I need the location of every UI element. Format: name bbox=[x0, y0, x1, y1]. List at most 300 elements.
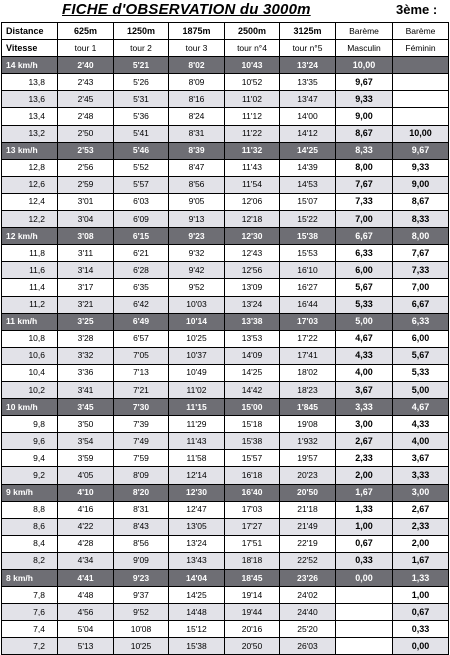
time-cell: 4'41 bbox=[58, 570, 114, 587]
time-cell: 5'04 bbox=[58, 621, 114, 638]
speed-row bbox=[2, 621, 449, 638]
masculin-score-cell: 6,33 bbox=[336, 245, 393, 262]
vitesse-cell: 13,2 bbox=[2, 125, 58, 142]
time-cell: 16'18 bbox=[225, 467, 280, 484]
masculin-score-cell: 9,67 bbox=[336, 74, 393, 91]
time-cell: 8'31 bbox=[169, 125, 225, 142]
time-cell: 10'14 bbox=[169, 313, 225, 330]
time-cell: 18'02 bbox=[280, 364, 336, 381]
time-cell: 11'02 bbox=[169, 381, 225, 398]
time-cell: 8'56 bbox=[169, 176, 225, 193]
vitesse-cell: 11,6 bbox=[2, 262, 58, 279]
time-cell: 20'50 bbox=[225, 638, 280, 655]
masculin-score-cell: 5,67 bbox=[336, 279, 393, 296]
time-cell: 15'53 bbox=[280, 245, 336, 262]
feminin-score-cell: 9,00 bbox=[393, 176, 449, 193]
time-cell: 12'06 bbox=[225, 193, 280, 210]
distance-header-cell: 625m bbox=[58, 23, 114, 40]
masculin-score-cell: 8,33 bbox=[336, 142, 393, 159]
time-cell: 3'41 bbox=[58, 381, 114, 398]
feminin-score-cell: 6,33 bbox=[393, 313, 449, 330]
time-cell: 5'41 bbox=[114, 125, 169, 142]
feminin-score-cell: 10,00 bbox=[393, 125, 449, 142]
time-cell: 5'31 bbox=[114, 91, 169, 108]
bareme-header-masculin: Barème bbox=[336, 23, 393, 40]
time-cell: 4'16 bbox=[58, 501, 114, 518]
time-cell: 15'38 bbox=[280, 228, 336, 245]
feminin-score-cell: 0,33 bbox=[393, 621, 449, 638]
time-cell: 20'50 bbox=[280, 484, 336, 501]
vitesse-cell: 12,8 bbox=[2, 159, 58, 176]
time-cell: 14'48 bbox=[169, 604, 225, 621]
feminin-score-cell: 1,00 bbox=[393, 587, 449, 604]
time-cell: 3'01 bbox=[58, 193, 114, 210]
time-cell: 3'59 bbox=[58, 450, 114, 467]
vitesse-cell: 9 km/h bbox=[2, 484, 58, 501]
speed-row bbox=[2, 467, 449, 484]
vitesse-cell: 7,4 bbox=[2, 621, 58, 638]
time-cell: 3'50 bbox=[58, 416, 114, 433]
time-cell: 16'44 bbox=[280, 296, 336, 313]
vitesse-cell: 11,2 bbox=[2, 296, 58, 313]
time-cell: 9'13 bbox=[169, 211, 225, 228]
masculin-score-cell: 1,00 bbox=[336, 518, 393, 535]
feminin-score-cell: 4,67 bbox=[393, 399, 449, 416]
time-cell: 21'49 bbox=[280, 518, 336, 535]
time-cell: 7'05 bbox=[114, 347, 169, 364]
feminin-score-cell: 5,00 bbox=[393, 381, 449, 398]
time-cell: 7'30 bbox=[114, 399, 169, 416]
time-cell: 17'03 bbox=[280, 313, 336, 330]
feminin-score-cell: 6,00 bbox=[393, 330, 449, 347]
time-cell: 3'45 bbox=[58, 399, 114, 416]
masculin-score-cell: 6,67 bbox=[336, 228, 393, 245]
feminin-score-cell: 0,00 bbox=[393, 638, 449, 655]
time-cell: 3'14 bbox=[58, 262, 114, 279]
time-cell: 6'42 bbox=[114, 296, 169, 313]
time-cell: 3'08 bbox=[58, 228, 114, 245]
feminin-score-cell: 2,67 bbox=[393, 501, 449, 518]
speed-row bbox=[2, 296, 449, 313]
time-cell: 9'09 bbox=[114, 552, 169, 569]
time-cell: 6'21 bbox=[114, 245, 169, 262]
time-cell: 8'20 bbox=[114, 484, 169, 501]
time-cell: 14'12 bbox=[280, 125, 336, 142]
time-cell: 13'24 bbox=[280, 57, 336, 74]
time-cell: 4'22 bbox=[58, 518, 114, 535]
time-cell: 10'37 bbox=[169, 347, 225, 364]
speed-row bbox=[2, 450, 449, 467]
time-cell: 6'09 bbox=[114, 211, 169, 228]
time-cell: 8'47 bbox=[169, 159, 225, 176]
time-cell: 24'40 bbox=[280, 604, 336, 621]
vitesse-cell: 10,8 bbox=[2, 330, 58, 347]
masculin-score-cell: 4,00 bbox=[336, 364, 393, 381]
speed-band-row bbox=[2, 142, 449, 159]
distance-header-cell: 1875m bbox=[169, 23, 225, 40]
time-cell: 11'29 bbox=[169, 416, 225, 433]
time-cell: 3'11 bbox=[58, 245, 114, 262]
time-cell: 10'08 bbox=[114, 621, 169, 638]
time-cell: 5'46 bbox=[114, 142, 169, 159]
speed-band-row bbox=[2, 228, 449, 245]
time-cell: 23'26 bbox=[280, 570, 336, 587]
speed-row bbox=[2, 552, 449, 569]
masculin-score-cell: 3,67 bbox=[336, 381, 393, 398]
time-cell: 12'43 bbox=[225, 245, 280, 262]
time-cell: 5'26 bbox=[114, 74, 169, 91]
time-cell: 9'37 bbox=[114, 587, 169, 604]
time-cell: 17'41 bbox=[280, 347, 336, 364]
time-cell: 11'43 bbox=[225, 159, 280, 176]
time-cell: 7'59 bbox=[114, 450, 169, 467]
time-cell: 15'38 bbox=[169, 638, 225, 655]
speed-band-row bbox=[2, 570, 449, 587]
time-cell: 13'09 bbox=[225, 279, 280, 296]
speed-row bbox=[2, 330, 449, 347]
feminin-score-cell: 4,00 bbox=[393, 433, 449, 450]
time-cell: 3'04 bbox=[58, 211, 114, 228]
tour-header-cell: tour 1 bbox=[58, 40, 114, 57]
time-cell: 17'22 bbox=[280, 330, 336, 347]
tour-header-row bbox=[2, 40, 449, 57]
time-cell: 2'50 bbox=[58, 125, 114, 142]
time-cell: 7'39 bbox=[114, 416, 169, 433]
vitesse-cell: 11,4 bbox=[2, 279, 58, 296]
time-cell: 22'19 bbox=[280, 535, 336, 552]
time-cell: 1'932 bbox=[280, 433, 336, 450]
feminin-score-cell: 8,67 bbox=[393, 193, 449, 210]
vitesse-cell: 12,4 bbox=[2, 193, 58, 210]
time-cell: 26'03 bbox=[280, 638, 336, 655]
time-cell: 3'17 bbox=[58, 279, 114, 296]
vitesse-cell: 8 km/h bbox=[2, 570, 58, 587]
time-cell: 3'36 bbox=[58, 364, 114, 381]
time-cell: 13'47 bbox=[280, 91, 336, 108]
time-cell: 15'07 bbox=[280, 193, 336, 210]
vitesse-cell: 11,8 bbox=[2, 245, 58, 262]
time-cell: 17'03 bbox=[225, 501, 280, 518]
time-cell: 4'10 bbox=[58, 484, 114, 501]
speed-row bbox=[2, 193, 449, 210]
time-cell: 12'18 bbox=[225, 211, 280, 228]
time-cell: 12'47 bbox=[169, 501, 225, 518]
vitesse-cell: 7,6 bbox=[2, 604, 58, 621]
speed-row bbox=[2, 381, 449, 398]
time-cell: 8'31 bbox=[114, 501, 169, 518]
time-cell: 6'03 bbox=[114, 193, 169, 210]
feminin-score-cell: 5,33 bbox=[393, 364, 449, 381]
time-cell: 3'21 bbox=[58, 296, 114, 313]
time-cell: 19'14 bbox=[225, 587, 280, 604]
time-cell: 14'42 bbox=[225, 381, 280, 398]
time-cell: 5'13 bbox=[58, 638, 114, 655]
time-cell: 2'43 bbox=[58, 74, 114, 91]
time-cell: 10'49 bbox=[169, 364, 225, 381]
distance-header-cell: 2500m bbox=[225, 23, 280, 40]
time-cell: 13'38 bbox=[225, 313, 280, 330]
time-cell: 16'27 bbox=[280, 279, 336, 296]
masculin-score-cell: 3,33 bbox=[336, 399, 393, 416]
feminin-score-cell bbox=[393, 74, 449, 91]
vitesse-cell: 14 km/h bbox=[2, 57, 58, 74]
time-cell: 5'52 bbox=[114, 159, 169, 176]
time-cell: 20'23 bbox=[280, 467, 336, 484]
vitesse-cell: 8,8 bbox=[2, 501, 58, 518]
feminin-score-cell: 7,67 bbox=[393, 245, 449, 262]
time-cell: 2'53 bbox=[58, 142, 114, 159]
vitesse-header-label: Vitesse bbox=[2, 40, 58, 57]
time-cell: 14'25 bbox=[225, 364, 280, 381]
time-cell: 15'00 bbox=[225, 399, 280, 416]
vitesse-cell: 12,2 bbox=[2, 211, 58, 228]
distance-header-cell: 1250m bbox=[114, 23, 169, 40]
vitesse-cell: 8,2 bbox=[2, 552, 58, 569]
feminin-score-cell: 2,33 bbox=[393, 518, 449, 535]
time-cell: 16'10 bbox=[280, 262, 336, 279]
time-cell: 15'18 bbox=[225, 416, 280, 433]
time-cell: 8'02 bbox=[169, 57, 225, 74]
grade-label: 3ème : bbox=[396, 2, 438, 17]
time-cell: 14'00 bbox=[280, 108, 336, 125]
time-cell: 13'24 bbox=[169, 535, 225, 552]
time-cell: 12'30 bbox=[225, 228, 280, 245]
masculin-score-cell bbox=[336, 638, 393, 655]
time-cell: 8'56 bbox=[114, 535, 169, 552]
time-cell: 19'57 bbox=[280, 450, 336, 467]
time-cell: 2'59 bbox=[58, 176, 114, 193]
time-cell: 6'35 bbox=[114, 279, 169, 296]
time-cell: 10'43 bbox=[225, 57, 280, 74]
masculin-score-cell: 5,00 bbox=[336, 313, 393, 330]
vitesse-cell: 7,2 bbox=[2, 638, 58, 655]
time-cell: 2'48 bbox=[58, 108, 114, 125]
speed-row bbox=[2, 279, 449, 296]
vitesse-cell: 13,4 bbox=[2, 108, 58, 125]
time-cell: 4'48 bbox=[58, 587, 114, 604]
feminin-header: Féminin bbox=[393, 40, 449, 57]
masculin-score-cell: 8,00 bbox=[336, 159, 393, 176]
time-cell: 19'08 bbox=[280, 416, 336, 433]
vitesse-cell: 10,6 bbox=[2, 347, 58, 364]
masculin-score-cell bbox=[336, 587, 393, 604]
time-cell: 17'51 bbox=[225, 535, 280, 552]
speed-row bbox=[2, 433, 449, 450]
feminin-score-cell: 4,33 bbox=[393, 416, 449, 433]
time-cell: 8'16 bbox=[169, 91, 225, 108]
time-cell: 2'45 bbox=[58, 91, 114, 108]
masculin-score-cell: 2,67 bbox=[336, 433, 393, 450]
masculin-score-cell: 2,00 bbox=[336, 467, 393, 484]
masculin-score-cell: 0,00 bbox=[336, 570, 393, 587]
time-cell: 12'30 bbox=[169, 484, 225, 501]
time-cell: 9'32 bbox=[169, 245, 225, 262]
speed-row bbox=[2, 74, 449, 91]
time-cell: 19'44 bbox=[225, 604, 280, 621]
vitesse-cell: 9,2 bbox=[2, 467, 58, 484]
time-cell: 9'52 bbox=[114, 604, 169, 621]
speed-row bbox=[2, 262, 449, 279]
vitesse-cell: 9,4 bbox=[2, 450, 58, 467]
time-cell: 9'52 bbox=[169, 279, 225, 296]
time-cell: 6'57 bbox=[114, 330, 169, 347]
speed-row bbox=[2, 159, 449, 176]
speed-row bbox=[2, 211, 449, 228]
time-cell: 8'39 bbox=[169, 142, 225, 159]
time-cell: 6'15 bbox=[114, 228, 169, 245]
feminin-score-cell: 6,67 bbox=[393, 296, 449, 313]
time-cell: 22'52 bbox=[280, 552, 336, 569]
time-cell: 10'25 bbox=[169, 330, 225, 347]
time-cell: 14'53 bbox=[280, 176, 336, 193]
time-cell: 3'32 bbox=[58, 347, 114, 364]
time-cell: 4'56 bbox=[58, 604, 114, 621]
time-cell: 13'05 bbox=[169, 518, 225, 535]
time-cell: 12'14 bbox=[169, 467, 225, 484]
time-cell: 16'40 bbox=[225, 484, 280, 501]
observation-table-body bbox=[2, 57, 449, 655]
vitesse-cell: 13,6 bbox=[2, 91, 58, 108]
speed-row bbox=[2, 364, 449, 381]
time-cell: 14'25 bbox=[169, 587, 225, 604]
masculin-score-cell: 9,33 bbox=[336, 91, 393, 108]
vitesse-cell: 7,8 bbox=[2, 587, 58, 604]
distance-header-row bbox=[2, 23, 449, 40]
vitesse-cell: 8,6 bbox=[2, 518, 58, 535]
time-cell: 2'40 bbox=[58, 57, 114, 74]
time-cell: 18'45 bbox=[225, 570, 280, 587]
feminin-score-cell: 2,00 bbox=[393, 535, 449, 552]
feminin-score-cell bbox=[393, 91, 449, 108]
vitesse-cell: 8,4 bbox=[2, 535, 58, 552]
masculin-score-cell: 0,67 bbox=[336, 535, 393, 552]
time-cell: 14'04 bbox=[169, 570, 225, 587]
time-cell: 9'23 bbox=[169, 228, 225, 245]
feminin-score-cell: 1,33 bbox=[393, 570, 449, 587]
feminin-score-cell: 3,33 bbox=[393, 467, 449, 484]
feminin-score-cell: 3,67 bbox=[393, 450, 449, 467]
tour-header-cell: tour n°5 bbox=[280, 40, 336, 57]
time-cell: 5'57 bbox=[114, 176, 169, 193]
time-cell: 13'53 bbox=[225, 330, 280, 347]
time-cell: 7'49 bbox=[114, 433, 169, 450]
time-cell: 6'28 bbox=[114, 262, 169, 279]
time-cell: 9'42 bbox=[169, 262, 225, 279]
feminin-score-cell bbox=[393, 108, 449, 125]
speed-band-row bbox=[2, 484, 449, 501]
page-title: FICHE d'OBSERVATION du 3000m bbox=[62, 1, 311, 18]
time-cell: 4'28 bbox=[58, 535, 114, 552]
time-cell: 2'56 bbox=[58, 159, 114, 176]
vitesse-cell: 13 km/h bbox=[2, 142, 58, 159]
bareme-header-feminin: Barème bbox=[393, 23, 449, 40]
tour-header-cell: tour 3 bbox=[169, 40, 225, 57]
time-cell: 20'16 bbox=[225, 621, 280, 638]
speed-row bbox=[2, 125, 449, 142]
vitesse-cell: 10 km/h bbox=[2, 399, 58, 416]
time-cell: 14'25 bbox=[280, 142, 336, 159]
speed-row bbox=[2, 176, 449, 193]
time-cell: 21'18 bbox=[280, 501, 336, 518]
feminin-score-cell: 0,67 bbox=[393, 604, 449, 621]
time-cell: 11'43 bbox=[169, 433, 225, 450]
masculin-score-cell bbox=[336, 621, 393, 638]
tour-header-cell: tour n°4 bbox=[225, 40, 280, 57]
vitesse-cell: 10,2 bbox=[2, 381, 58, 398]
time-cell: 9'23 bbox=[114, 570, 169, 587]
speed-row bbox=[2, 518, 449, 535]
time-cell: 15'57 bbox=[225, 450, 280, 467]
time-cell: 7'21 bbox=[114, 381, 169, 398]
distance-header-label: Distance bbox=[2, 23, 58, 40]
time-cell: 11'58 bbox=[169, 450, 225, 467]
masculin-score-cell: 4,33 bbox=[336, 347, 393, 364]
distance-header-cell: 3125m bbox=[280, 23, 336, 40]
time-cell: 4'34 bbox=[58, 552, 114, 569]
time-cell: 18'23 bbox=[280, 381, 336, 398]
time-cell: 5'21 bbox=[114, 57, 169, 74]
time-cell: 1'845 bbox=[280, 399, 336, 416]
time-cell: 15'38 bbox=[225, 433, 280, 450]
time-cell: 14'09 bbox=[225, 347, 280, 364]
speed-row bbox=[2, 416, 449, 433]
time-cell: 15'12 bbox=[169, 621, 225, 638]
feminin-score-cell: 5,67 bbox=[393, 347, 449, 364]
vitesse-cell: 11 km/h bbox=[2, 313, 58, 330]
observation-table bbox=[1, 22, 449, 655]
time-cell: 10'25 bbox=[114, 638, 169, 655]
tour-header-cell: tour 2 bbox=[114, 40, 169, 57]
speed-band-row bbox=[2, 399, 449, 416]
masculin-score-cell: 1,33 bbox=[336, 501, 393, 518]
time-cell: 9'05 bbox=[169, 193, 225, 210]
time-cell: 15'22 bbox=[280, 211, 336, 228]
feminin-score-cell: 9,33 bbox=[393, 159, 449, 176]
masculin-score-cell: 6,00 bbox=[336, 262, 393, 279]
vitesse-cell: 9,8 bbox=[2, 416, 58, 433]
time-cell: 13'35 bbox=[280, 74, 336, 91]
time-cell: 13'43 bbox=[169, 552, 225, 569]
speed-band-row bbox=[2, 57, 449, 74]
speed-band-row bbox=[2, 313, 449, 330]
time-cell: 8'09 bbox=[114, 467, 169, 484]
masculin-score-cell: 7,00 bbox=[336, 211, 393, 228]
time-cell: 17'27 bbox=[225, 518, 280, 535]
time-cell: 12'56 bbox=[225, 262, 280, 279]
time-cell: 10'52 bbox=[225, 74, 280, 91]
time-cell: 11'54 bbox=[225, 176, 280, 193]
time-cell: 24'02 bbox=[280, 587, 336, 604]
masculin-score-cell: 3,00 bbox=[336, 416, 393, 433]
time-cell: 3'28 bbox=[58, 330, 114, 347]
speed-row bbox=[2, 501, 449, 518]
time-cell: 5'36 bbox=[114, 108, 169, 125]
feminin-score-cell: 8,00 bbox=[393, 228, 449, 245]
speed-row bbox=[2, 587, 449, 604]
feminin-score-cell: 9,67 bbox=[393, 142, 449, 159]
masculin-score-cell: 1,67 bbox=[336, 484, 393, 501]
time-cell: 6'49 bbox=[114, 313, 169, 330]
vitesse-cell: 12,6 bbox=[2, 176, 58, 193]
masculin-score-cell: 4,67 bbox=[336, 330, 393, 347]
masculin-score-cell: 7,33 bbox=[336, 193, 393, 210]
feminin-score-cell: 7,00 bbox=[393, 279, 449, 296]
time-cell: 10'03 bbox=[169, 296, 225, 313]
masculin-score-cell: 9,00 bbox=[336, 108, 393, 125]
feminin-score-cell: 8,33 bbox=[393, 211, 449, 228]
masculin-score-cell: 7,67 bbox=[336, 176, 393, 193]
time-cell: 25'20 bbox=[280, 621, 336, 638]
